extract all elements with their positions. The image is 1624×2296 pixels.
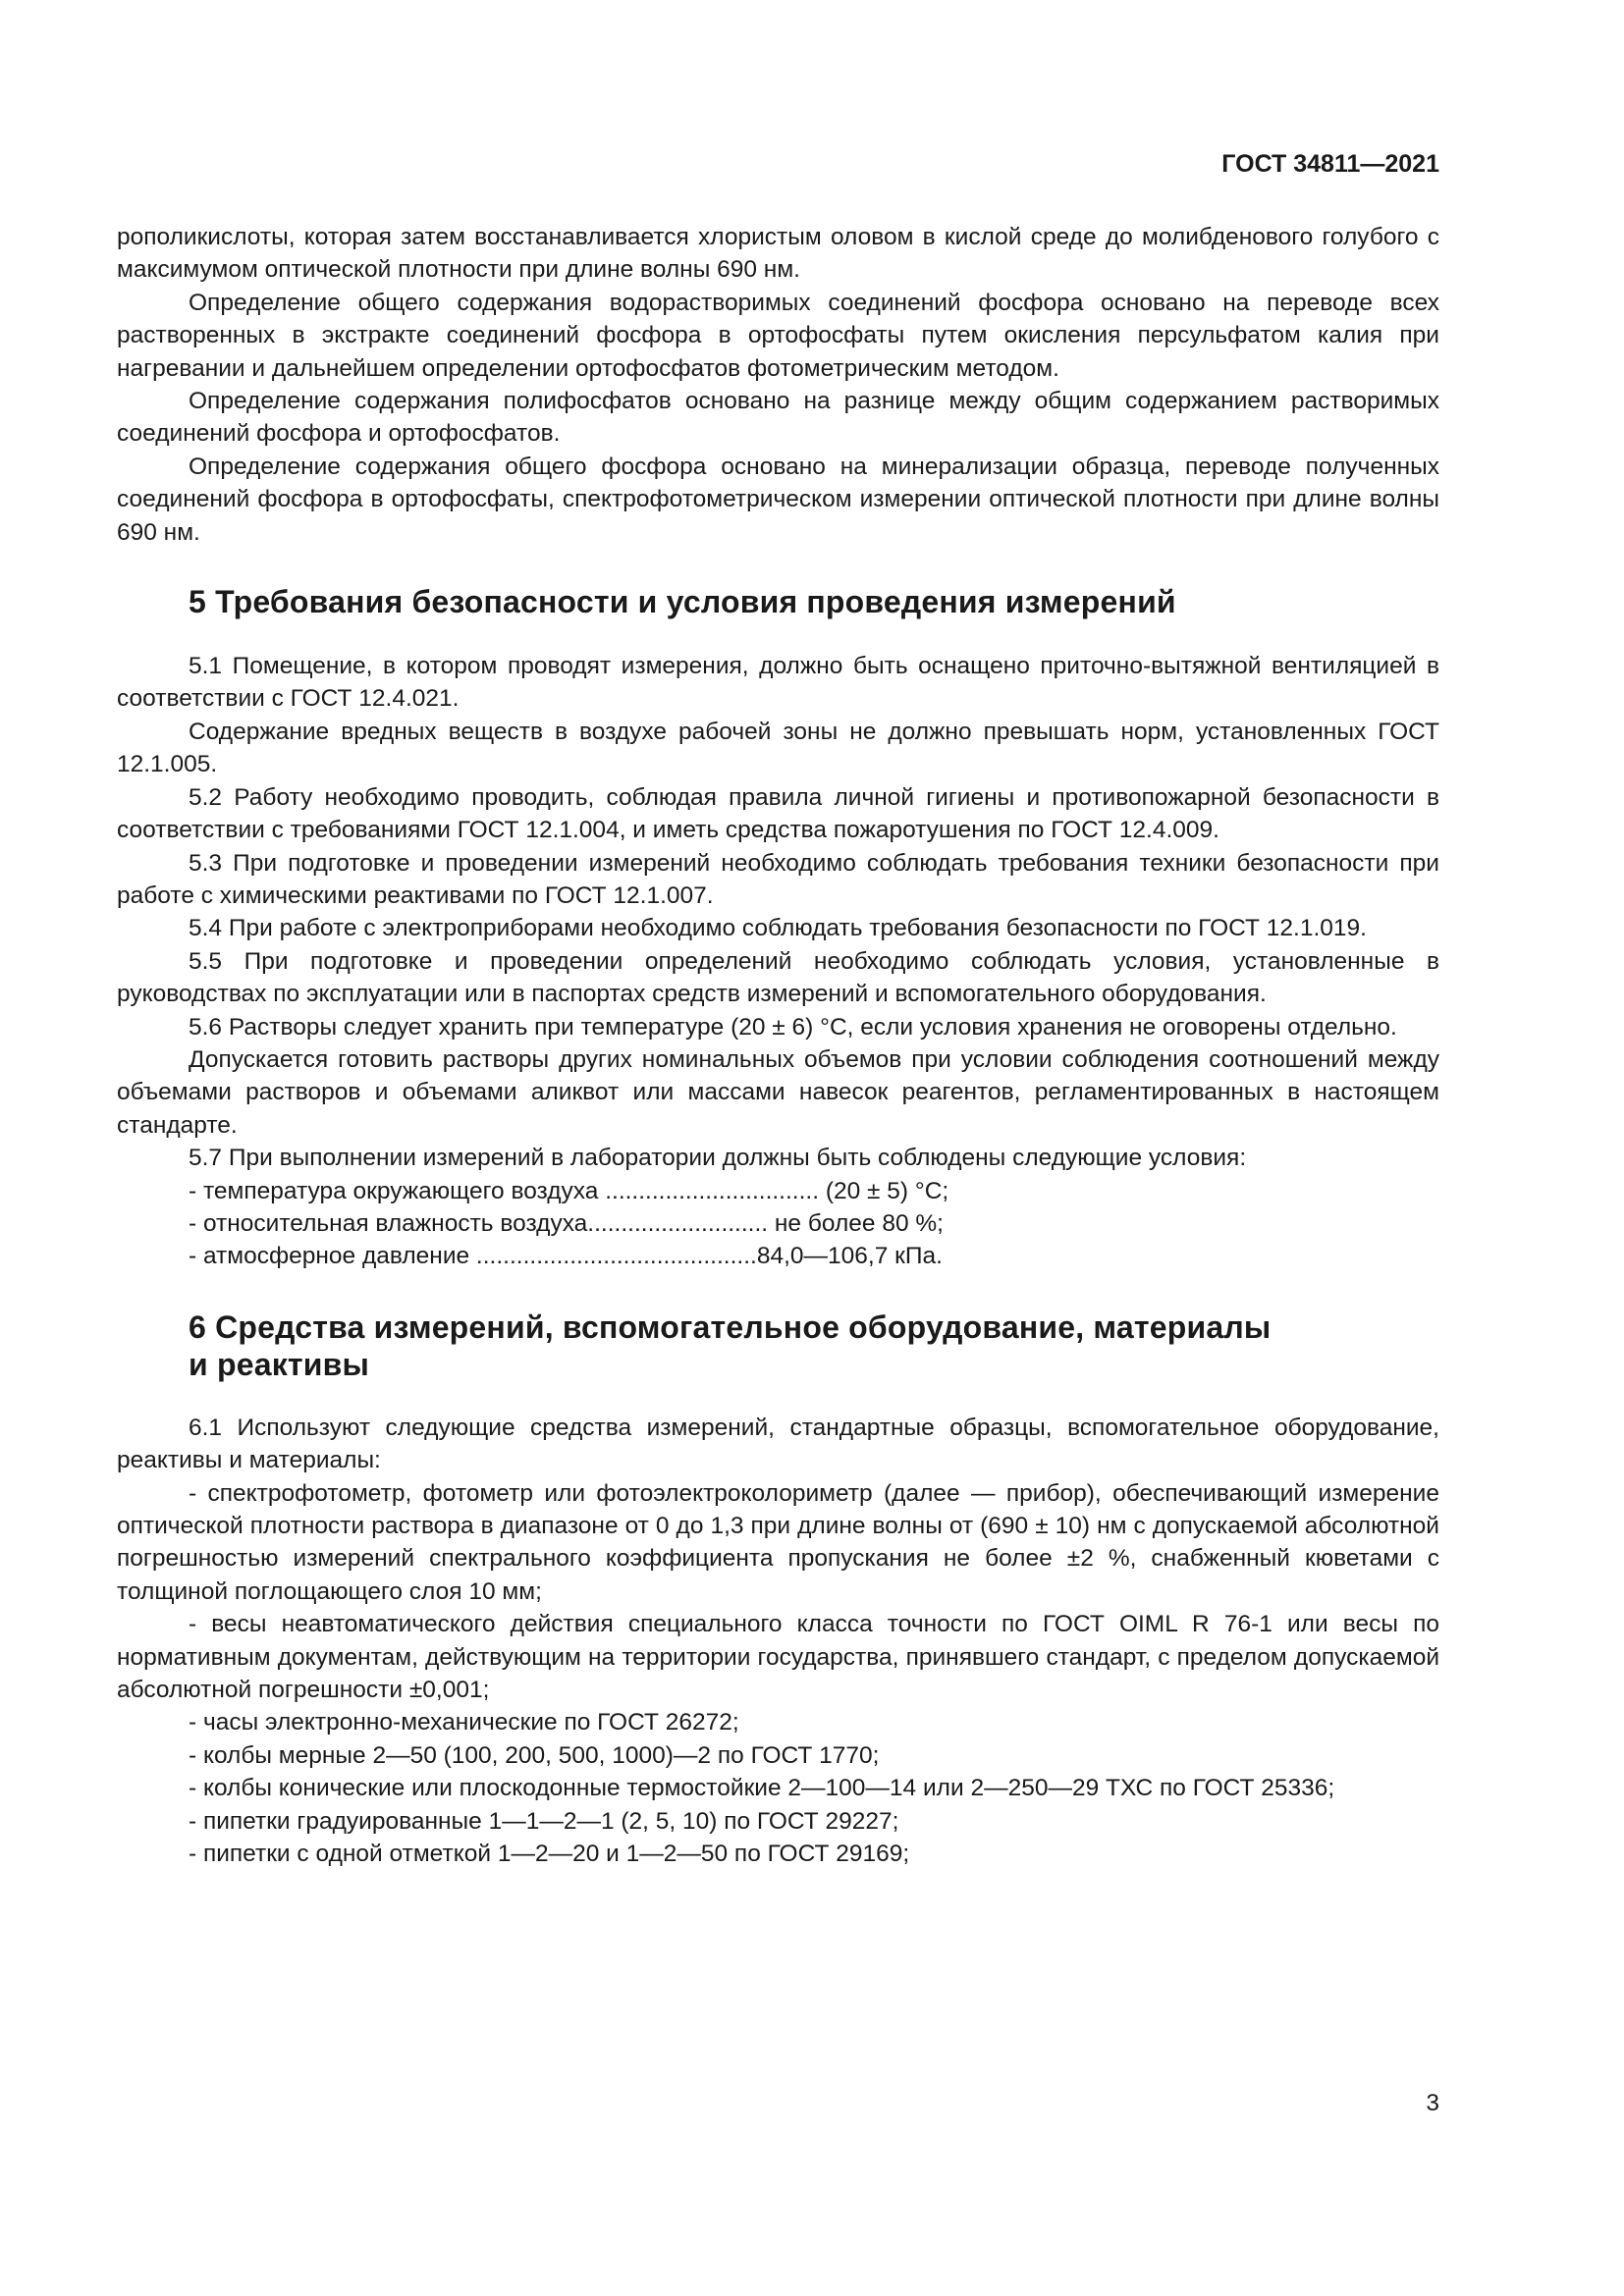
- page-number: 3: [1426, 2090, 1439, 2116]
- clause-5-7: 5.7 При выполнении измерений в лаборатории должны быть соблюдены следующие условия:: [189, 1145, 1247, 1172]
- clause-5-2: 5.2 Работу необходимо проводить, соблюдая правила личной гигиены и противопожарной безопасности в соответствии с требованиями ГОСТ 12.1.004, и иметь средства пожаротушения по ГОСТ 12.4.009.: [117, 783, 1439, 844]
- section-5-heading: 5 Требования безопасности и условия проведения измерений: [189, 584, 1176, 620]
- intro-paragraph-4: Определение содержания общего фосфора основано на минерализации образца, переводе полученных соединений фосфора в ортофосфаты, спектрофотометрическом измерении оптической плотности при длине волны 690 нм.: [117, 453, 1439, 546]
- page-body: [117, 221, 1439, 1870]
- clause-5-3: 5.3 При подготовке и проведении измерений необходимо соблюдать требования техники безопасности при работе с химическими реактивами по ГОСТ 12.1.007.: [117, 849, 1439, 909]
- equipment-item-clock: - часы электронно-механические по ГОСТ 26272;: [189, 1709, 739, 1736]
- clause-5-1: 5.1 Помещение, в котором проводят измерения, должно быть оснащено приточно-вытяжной вентиляцией в соответствии с ГОСТ 12.4.021.: [117, 653, 1439, 713]
- equipment-item-scales: - весы неавтоматического действия специального класса точности по ГОСТ OIML R 76-1 или весы по нормативным документам, действующим на территории государства, принявшего стандарт, с пределом допускаемой абсолютной погрешности ±0,001;: [117, 1611, 1439, 1704]
- condition-humidity: - относительная влажность воздуха........................... не более 80 %;: [189, 1209, 944, 1237]
- condition-temperature: - температура окружающего воздуха ................................ (20 ± 5) °С;: [189, 1177, 949, 1204]
- equipment-item-conical-flasks: - колбы конические или плоскодонные термостойкие 2—100—14 или 2—250—29 ТХС по ГОСТ 25336;: [189, 1775, 1335, 1802]
- clause-5-1-note: Содержание вредных веществ в воздухе рабочей зоны не должно превышать норм, установленных ГОСТ 12.1.005.: [117, 718, 1439, 778]
- section-6-heading-line-2: и реактивы: [189, 1346, 370, 1382]
- intro-paragraph-2: Определение общего содержания водорастворимых соединений фосфора основано на переводе всех растворенных в экстракте соединений фосфора в ортофосфаты путем окисления персульфатом калия при нагревании и дальнейшем определении ортофосфатов фотометрическим методом.: [117, 289, 1439, 382]
- section-6-heading: [117, 1308, 1439, 1383]
- clause-5-4: 5.4 При работе с электроприборами необходимо соблюдать требования безопасности по ГОСТ 12.1.019.: [189, 915, 1367, 942]
- clause-5-6-note: Допускается готовить растворы других номинальных объемов при условии соблюдения соотношений между объемами растворов и объемами аликвот или массами навесок реагентов, регламентированных в настоящем стандарте.: [117, 1045, 1439, 1139]
- equipment-item-spectrophotometer: - спектрофотометр, фотометр или фотоэлектроколориметр (далее — прибор), обеспечивающий измерение оптической плотности раствора в диапазоне от 0 до 1,3 при длине волны от (690 ± 10) нм с допускаемой абсолютной погрешностью измерений спектрального коэффициента пропускания не более ±2 %, снабженный кюветами с толщиной поглощающего слоя 10 мм;: [117, 1479, 1439, 1605]
- intro-paragraph-3: Определение содержания полифосфатов основано на разнице между общим содержанием растворимых соединений фосфора и ортофосфатов.: [117, 388, 1439, 448]
- section-6-heading-line-1: 6 Средства измерений, вспомогательное оборудование, материалы: [189, 1308, 1272, 1345]
- standard-code-header: ГОСТ 34811—2021: [1221, 150, 1439, 178]
- intro-paragraph-1: рополикислоты, которая затем восстанавливается хлористым оловом в кислой среде до молибденового голубого с максимумом оптической плотности при длине волны 690 нм.: [117, 224, 1439, 284]
- clause-5-5: 5.5 При подготовке и проведении определений необходимо соблюдать условия, установленные в руководствах по эксплуатации или в паспортах средств измерений и вспомогательного оборудования.: [117, 947, 1439, 1008]
- clause-5-6: 5.6 Растворы следует хранить при температуре (20 ± 6) °С, если условия хранения не оговорены отдельно.: [189, 1013, 1397, 1041]
- equipment-item-graduated-pipettes: - пипетки градуированные 1—1—2—1 (2, 5, 10) по ГОСТ 29227;: [189, 1807, 899, 1835]
- equipment-item-single-mark-pipettes: - пипетки с одной отметкой 1—2—20 и 1—2—50 по ГОСТ 29169;: [189, 1841, 910, 1868]
- clause-6-1: 6.1 Используют следующие средства измерений, стандартные образцы, вспомогательное оборудование, реактивы и материалы:: [117, 1414, 1439, 1474]
- condition-pressure: - атмосферное давление ..........................................84,0—106,7 кПа.: [189, 1243, 943, 1270]
- equipment-item-volumetric-flasks: - колбы мерные 2—50 (100, 200, 500, 1000)—2 по ГОСТ 1770;: [189, 1741, 880, 1769]
